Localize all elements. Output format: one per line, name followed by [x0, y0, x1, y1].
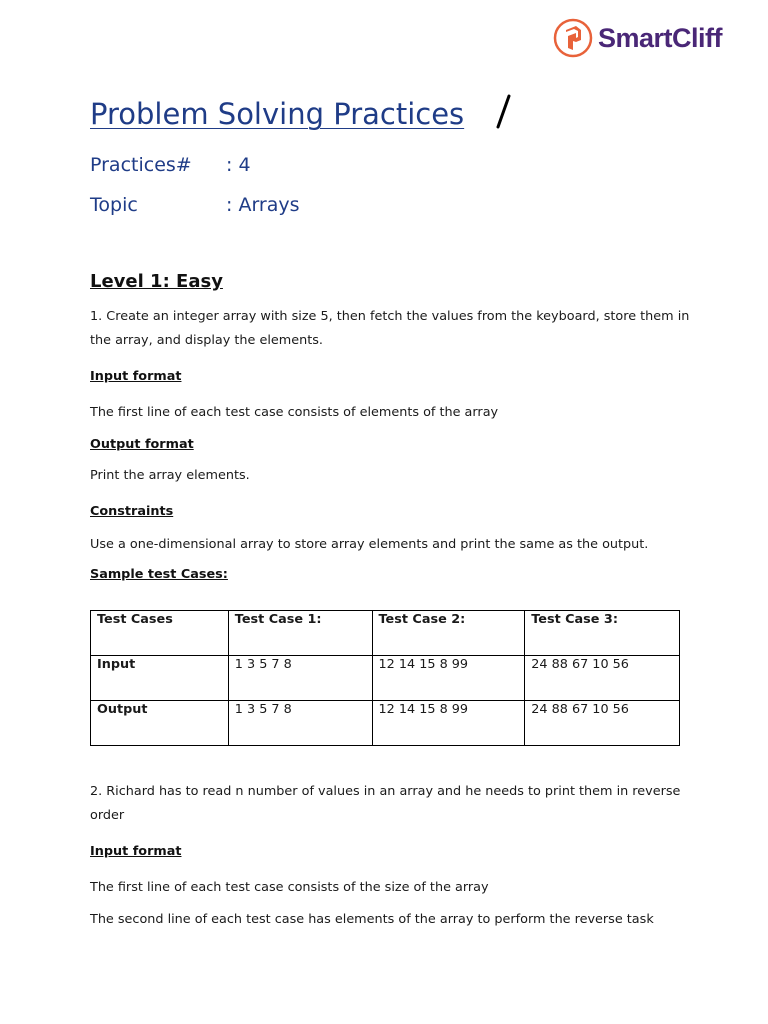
practices-label: Practices# — [90, 154, 192, 176]
topic-value: : Arrays — [226, 194, 300, 216]
table-cell: 24 88 67 10 56 — [525, 701, 680, 746]
practices-row — [90, 154, 251, 176]
level-heading: Level 1: Easy — [90, 271, 223, 292]
topic-row — [90, 194, 300, 216]
brand-name: SmartCliff — [598, 22, 723, 53]
table-header-row — [91, 611, 680, 656]
table-row-label: Input — [91, 656, 229, 701]
pen-stroke-mark — [493, 93, 513, 131]
q1-constraints-heading: Constraints — [90, 504, 174, 519]
question-1-text: 1. Create an integer array with size 5, then fetch the values from the keyboard, store them in the array, and display the elements. — [90, 309, 690, 348]
q1-output-format-text: Print the array elements. — [90, 468, 250, 483]
q2-input-line-1: The first line of each test case consists of the size of the array — [90, 880, 489, 895]
test-cases-table — [90, 610, 680, 746]
q1-sample-heading: Sample test Cases: — [90, 567, 228, 582]
question-2-text: 2. Richard has to read n number of values in an array and he needs to print them in reverse order — [90, 784, 681, 823]
table-header-cell: Test Case 2: — [372, 611, 525, 656]
table-header-cell: Test Case 1: — [228, 611, 372, 656]
table-row-label: Output — [91, 701, 229, 746]
table-cell: 12 14 15 8 99 — [372, 656, 525, 701]
q1-constraints-text: Use a one-dimensional array to store array elements and print the same as the output. — [90, 537, 649, 552]
table-row — [91, 701, 680, 746]
table-header-cell: Test Case 3: — [525, 611, 680, 656]
q2-input-line-2: The second line of each test case has elements of the array to perform the reverse task — [90, 912, 654, 927]
q2-input-format-heading: Input format — [90, 844, 182, 859]
table-header-cell: Test Cases — [91, 611, 229, 656]
q1-input-format-heading: Input format — [90, 369, 182, 384]
smartcliff-logo — [553, 18, 722, 58]
q1-input-format-text: The first line of each test case consists of elements of the array — [90, 405, 499, 420]
table-cell: 12 14 15 8 99 — [372, 701, 525, 746]
page-title: Problem Solving Practices — [90, 97, 465, 131]
smartcliff-logo-icon — [553, 18, 593, 58]
topic-label: Topic — [90, 194, 138, 216]
table-cell: 1 3 5 7 8 — [228, 701, 372, 746]
q1-output-format-heading: Output format — [90, 437, 194, 452]
table-cell: 1 3 5 7 8 — [228, 656, 372, 701]
table-cell: 24 88 67 10 56 — [525, 656, 680, 701]
table-row — [91, 656, 680, 701]
practices-value: : 4 — [226, 154, 251, 176]
